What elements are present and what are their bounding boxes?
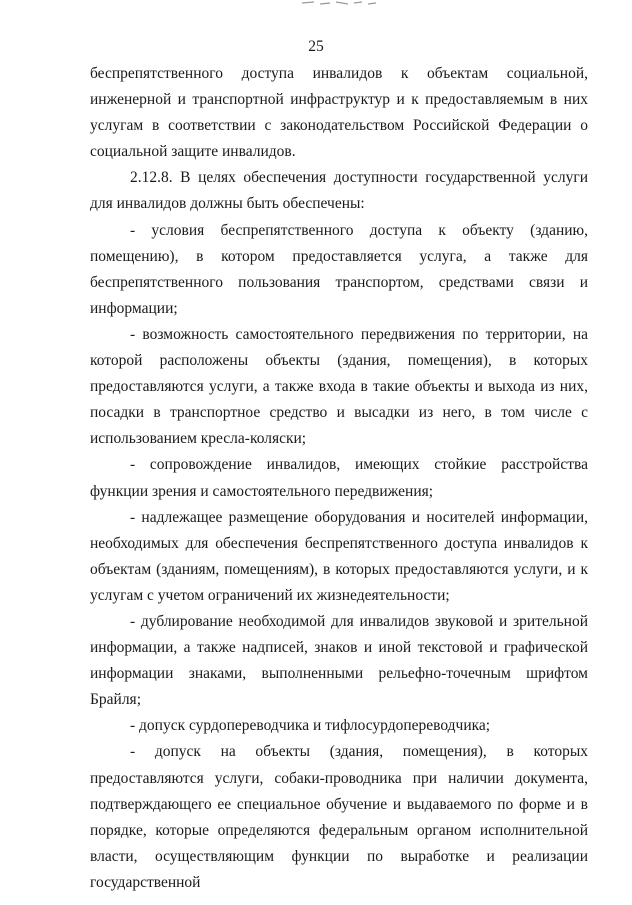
- list-item: - дублирование необходимой для инвалидов звуковой и зрительной информации, а также надписей, знаков и иной текстовой и графической информации знаками, выполненными рельефно-точечным шрифтом Брайля;: [90, 612, 588, 709]
- list-item: - сопровождение инвалидов, имеющих стойкие расстройства функции зрения и самостоятельного передвижения;: [90, 456, 588, 500]
- page-number: 25: [308, 38, 324, 55]
- list-item: - допуск на объекты (здания, помещения), в которых предоставляются услуги, собаки-проводника при наличии документа, подтверждающего ее специальное обучение и выдаваемого по форме и в порядке, которые определяются федеральным органом исполнительной власти, осуществляющим функции по выработке и реализации государственной: [90, 743, 588, 891]
- document-body: [90, 61, 588, 896]
- paragraph: 2.12.8. В целях обеспечения доступности государственной услуги для инвалидов должны быть обеспечены:: [90, 169, 588, 213]
- list-item: - возможность самостоятельного передвижения по территории, на которой расположены объекты (здания, помещения), в которых предоставляются услуги, а также входа в такие объекты и выхода из них, посадки в транспортное средство и высадки из него, в том числе с использованием кресла-коляски;: [90, 325, 588, 448]
- paragraph: беспрепятственного доступа инвалидов к объектам социальной, инженерной и транспортной инфраструктур и к предоставляемым в них услугам в соответствии с законодательством Российской Федерации о социальной защите инвалидов.: [90, 65, 588, 161]
- list-item: - допуск сурдопереводчика и тифлосурдопереводчика;: [130, 717, 491, 735]
- list-item: - надлежащее размещение оборудования и носителей информации, необходимых для обеспечения беспрепятственного доступа инвалидов к объектам (зданиям, помещениям), в которых предоставляются услуги, и к услугам с учетом ограничений их жизнедеятельности;: [90, 508, 588, 604]
- list-item: - условия беспрепятственного доступа к объекту (зданию, помещению), в котором предоставляется услуга, а также для беспрепятственного пользования транспортом, средствами связи и информации;: [90, 221, 588, 317]
- scan-artifact: [300, 0, 380, 6]
